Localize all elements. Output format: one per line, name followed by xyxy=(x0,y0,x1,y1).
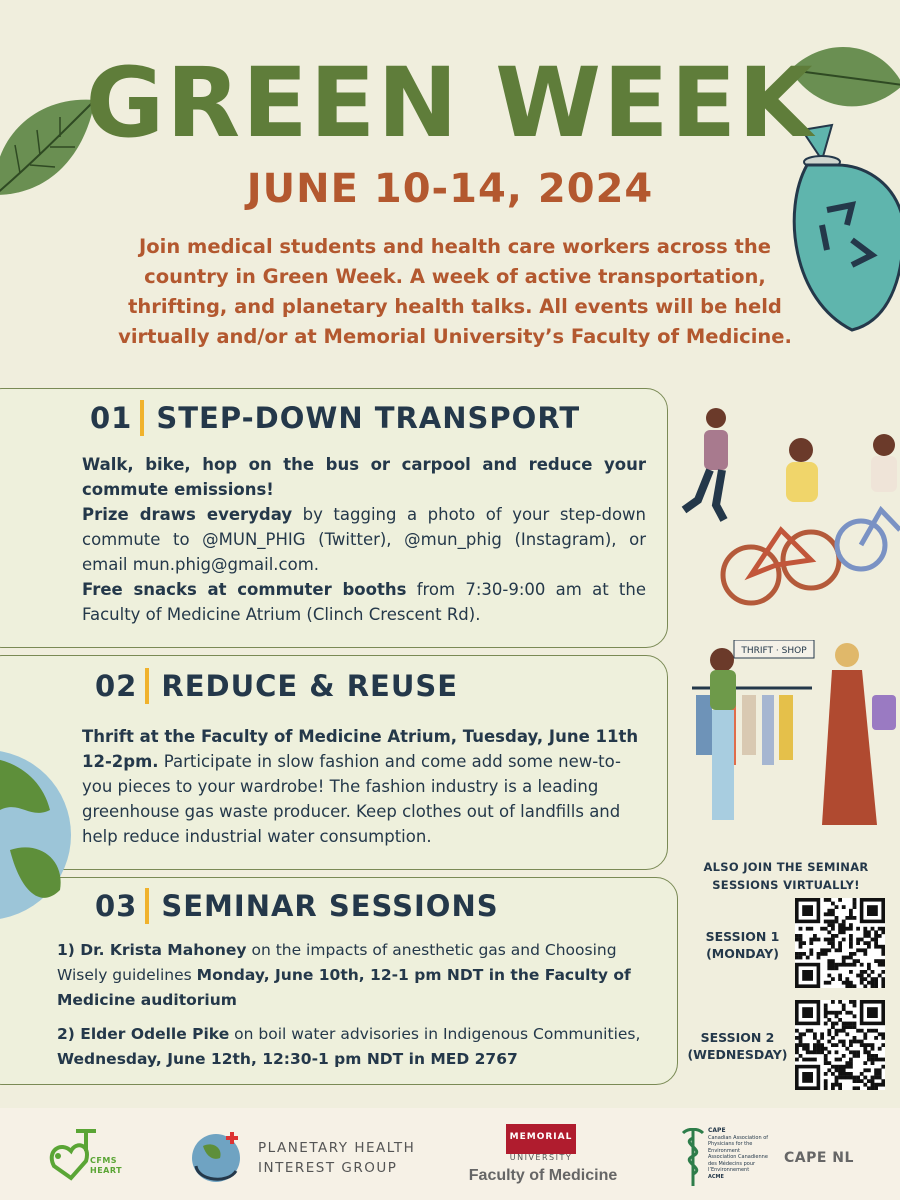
session-2-time: Wednesday, June 12th, 12:30-1 pm NDT in MED 2767 xyxy=(57,1050,518,1068)
session-1-qr-code[interactable] xyxy=(795,898,885,988)
cfms-line-2: HEART xyxy=(90,1166,123,1175)
divider xyxy=(140,400,144,436)
thrift-sign: THRIFT · SHOP xyxy=(741,646,807,656)
divider xyxy=(145,888,149,924)
session-2-speaker: 2) Elder Odelle Pike xyxy=(57,1025,230,1043)
intro-paragraph: Join medical students and health care workers across the country in Green Week. A week of active transportation, thrifting, and planetary health talks. All events will be held virtually and/or at Memorial University’s Faculty of Medicine. xyxy=(118,235,792,348)
acme-acronym: ACME xyxy=(708,1173,724,1180)
section-heading xyxy=(95,888,499,924)
session-2-label xyxy=(680,1029,795,1063)
divider xyxy=(145,668,149,704)
session-1-label-day: (MONDAY) xyxy=(706,946,779,961)
session-1-label-line: SESSION 1 xyxy=(705,929,780,944)
globe-icon xyxy=(0,740,72,930)
snacks-label: Free snacks at commuter booths xyxy=(82,580,407,599)
session-1 xyxy=(57,938,657,1013)
session-2-label-line: SESSION 2 xyxy=(700,1030,775,1045)
phig-line-2: INTEREST GROUP xyxy=(258,1160,398,1176)
section-title: SEMINAR SESSIONS xyxy=(161,889,499,923)
session-1-topic: on the impacts of anesthetic gas and Choosing Wisely guidelines xyxy=(57,941,617,984)
university-wordmark: UNIVERSITY xyxy=(509,1153,573,1162)
phig-line-1: PLANETARY HEALTH xyxy=(258,1140,416,1156)
cyclists-illustration xyxy=(676,400,900,615)
planetary-health-text xyxy=(258,1138,415,1178)
cape-text xyxy=(708,1128,770,1180)
prize-draws-label: Prize draws everyday xyxy=(82,505,293,524)
session-2 xyxy=(57,1022,657,1072)
section-heading xyxy=(95,668,458,704)
section-title: REDUCE & REUSE xyxy=(161,669,459,703)
thrift-text: Participate in slow fashion and come add some new-to-you pieces to your wardrobe! The fashion industry is a leading greenhouse gas waste producer. Keep clothes out of landfills and help reduce industrial water consumption. xyxy=(82,752,621,846)
thrift-callout: Thrift at the Faculty of Medicine Atrium, Tuesday, June 11th 12-2pm. xyxy=(82,727,639,771)
poster-title: GREEN WEEK xyxy=(85,47,815,159)
session-2-qr-code[interactable] xyxy=(795,1000,885,1090)
session-2-topic: on boil water advisories in Indigenous Communities, xyxy=(229,1025,641,1043)
faculty-of-medicine-text: Faculty of Medicine xyxy=(468,1167,618,1184)
section-body xyxy=(82,724,642,849)
session-1-speaker: 1) Dr. Krista Mahoney xyxy=(57,941,247,959)
section-number: 03 xyxy=(95,889,138,923)
footer-logos xyxy=(0,1108,900,1200)
cape-nl-text: CAPE NL xyxy=(784,1150,854,1166)
section-number: 02 xyxy=(95,669,138,703)
session-1-label xyxy=(690,928,795,962)
cfms-line-1: CFMS xyxy=(90,1156,118,1165)
thrift-shop-illustration xyxy=(682,640,900,835)
cape-logo xyxy=(678,1128,708,1188)
cape-french-name: Association Canadienne des Médecins pour l’Environnement xyxy=(708,1154,768,1173)
memorial-wordmark: MEMORIAL xyxy=(509,1132,573,1142)
cfms-text xyxy=(90,1156,122,1176)
session-1-time: Monday, June 10th, 12-1 pm NDT in the Faculty of Medicine auditorium xyxy=(57,966,631,1009)
session-2-label-day: (WEDNESDAY) xyxy=(687,1047,788,1062)
commute-callout: Walk, bike, hop on the bus or carpool and reduce your commute emissions! xyxy=(82,455,646,499)
cape-english-name: Canadian Association of Physicians for the Environment xyxy=(708,1134,769,1154)
prize-draws-text: by tagging a photo of your step-down commute to @MUN_PHIG (Twitter), @mun_phig (Instagram), or email mun.phig@gmail.com. xyxy=(82,505,646,574)
snacks-text: from 7:30-9:00 am at the Faculty of Medicine Atrium (Clinch Crescent Rd). xyxy=(82,580,646,624)
section-heading xyxy=(90,400,580,436)
section-body xyxy=(82,452,646,627)
planetary-health-logo xyxy=(188,1126,248,1186)
cape-acronym: CAPE xyxy=(708,1127,726,1134)
section-number: 01 xyxy=(90,401,133,435)
virtual-sessions-note: ALSO JOIN THE SEMINAR SESSIONS VIRTUALLY! xyxy=(703,860,869,892)
event-dates: JUNE 10-14, 2024 xyxy=(246,166,654,212)
section-title: STEP-DOWN TRANSPORT xyxy=(156,401,581,435)
